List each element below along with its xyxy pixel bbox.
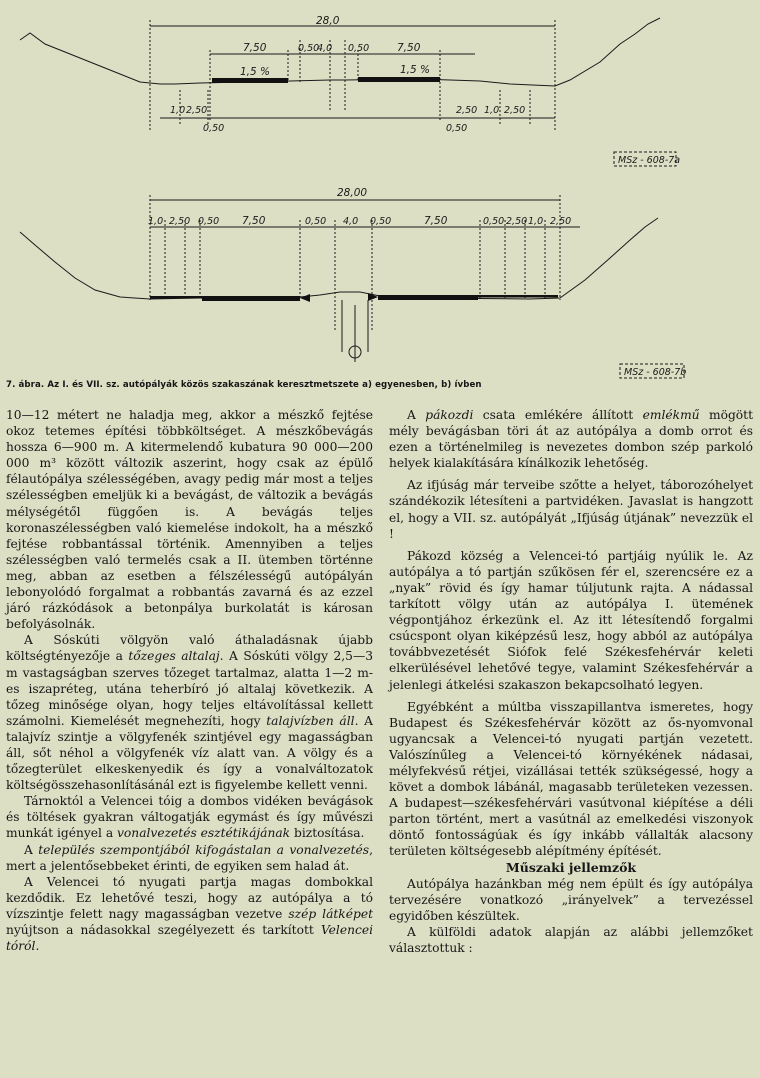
dim-a-lb-0: 1,0 [170,105,186,116]
figure-caption: 7. ábra. Az I. és VII. sz. autópályák közös szakaszának keresztmetszete a) egyenesben, b) ívben [6,380,482,390]
slope-right-a: 1,5 % [400,64,431,76]
paragraph: Pákozd község a Velencei-tó partjáig nyúlik le. Az autópálya a tó partján szűkösen fér el, szerencsére ez a „nyak” rövid és így hamar túljutunk rajta. A nádassal tarkított völgy után az autópálya I. ütemének végpontjához érkezünk el. Az itt létesítendő forgalmi csúcspont olyan kiképzésű lesz, hogy abból az autópálya továbbvezetését Siófok felé Székesfehérvár keleti elkerülésével lehetővé tegye, valamint Székesfehérvár a jelenlegi átkelési szakaszon bekapcsolható legyen. [389,548,753,692]
section-heading: Műszaki jellemzők [505,859,637,875]
paragraph: Tárnoktól a Velencei tóig a dombos vidéken bevágások és töltések gyakran váltogatják egymást és így művészi munkát igényel a vonalvezetés esztétikájának biztosítása. [6,794,373,841]
paragraph: A Sóskúti völgyön való áthaladásnak újabb költségtényezője a tőzeges altalaj. A Sóskúti völgy 2,5—3 m vastagságban szerves tőzeget tartalmaz, alatta 1—2 m-es iszapréteg, utána teherbíró jó altalaj következik. A tőzeg minősége olyan, hogy teljes eltávolítással kellett számolni. Kiemelését megnehezíti, hogy talajvízben áll. A talajvíz szintje a völgyfenék szintjével egy magasságban áll, sőt néhol a völgyfenék víz alatt van. A völgy és a tőzegterület elkeskenyedik és így a vonalváltozatok költségösszehasonlításánál ezt is figyelembe kellett venni. [6,633,373,793]
left-column [6,407,373,954]
dim-a-lb-2: 0,50 [203,123,225,134]
total-width-label-a: 28,0 [316,15,340,27]
terrain-line-b [20,218,658,299]
stamp-a: MSz - 608-7a [618,155,681,166]
paragraph: Egyébként a múltba visszapillantva ismeretes, hogy Budapest és Székesfehérvár között az ős-nyomvonal ugyancsak a Velencei-tó nyugati partján vezetett. Valószínűleg a Velencei-tó környékének nádasai, mélyfekvésű rétjei, vizállásai tették szükségessé, hogy a követ a dombok lábánál, magasabb területeken vezessen. A budapest—székesfehérvári vasútvonal kiépítése a déli parton történt, mert a vasútnál az emelkedési viszonyok döntő fontosságúak és így inkább vállalták alacsony területen költségesebb alépítmény építését. [389,699,753,859]
shoulder-right-b [478,295,558,298]
dim-b-4: 0,50 [305,216,327,227]
dim-a-3: 0,50 [348,43,370,54]
pavement-right-a [358,77,440,82]
pavement-left-a [212,78,288,83]
dim-b-10: 1,0 [528,216,544,227]
slope-left-a: 1,5 % [240,66,271,78]
paragraph: Az ifjúság már terveibe szőtte a helyet, táborozóhelyet szándékozik létesíteni a partvidéken. Javaslat is hangzott el, hogy a VII. sz. autópályát „Ifjúság útjának” nevezzük el ! [389,478,753,541]
dim-a-rb-2: 2,50 [504,105,526,116]
pavement-left-b [202,296,300,301]
dim-a-rb-0: 2,50 [456,105,478,116]
paragraph: A pákozdi csata emlékére állított emlékmű mögött mély bevágásban töri át az autópálya a domb orrot és ezen a történelmileg is nevezetes dombon szép parkoló helyek kialakítására kínálkozik lehetőség. [389,408,754,471]
right-column [389,407,753,956]
dim-b-7: 7,50 [424,215,448,227]
shoulder-left-b [150,296,202,299]
paragraph: A Velencei tó nyugati partja magas dombokkal kezdődik. Ez lehetővé teszi, hogy az autópálya a tó vízszintje felett nagy magasságban vezetve szép látképet nyújtson a nádasokkal szegélyezett és tarkított Velencei tóról. [6,874,373,954]
dim-b-0: 1,0 [148,216,164,227]
stamp-b: MSz - 608-7b [624,367,687,378]
total-width-label-b: 28,00 [337,187,368,199]
dim-a-1: 0,50 [298,43,320,54]
arrow-left-b [300,294,310,302]
dim-a-lb-1: 2,50 [186,105,208,116]
dim-b-1: 2,50 [169,216,191,227]
dim-a-2: 4,0 [317,43,333,54]
paragraph: Autópálya hazánkban még nem épült és így autópálya tervezésére vonatkozó „irányelvek” a tervezéssel egyidőben készültek. [389,876,753,923]
dim-b-3: 7,50 [242,215,266,227]
dim-b-9: 2,50 [506,216,528,227]
paragraph: 10—12 métert ne haladja meg, akkor a mészkő fejtése okoz tetemes építési többköltséget. A mészkőbevágás hossza 6—900 m. A kitermelendő kubatura 90 000—200 000 m³ között változik aszerint, hogy csak az épülő félautópálya szélességében, avagy pedig már most a teljes szélességben emeljük ki a bevágást, de változik a bevágás mélységétől függően is. A bevágás teljes koronaszélességben való kiemelése indokolt, ha a mészkő fejtése robbantással történik. Amennyiben a teljes szélességben való termelés csak a II. ütemben történne meg, abban az esetben a félszélességű autópályán lebonyolódó forgalmat a robbantás zavarná és az ezzel járó rázkódások a betonpálya burkolatát is károsan befolyásolnák. [6,408,373,632]
terrain-line-a [20,18,660,86]
paragraph: A külföldi adatok alapján az alábbi jellemzőket választottuk : [389,924,753,955]
paragraph: A település szempontjából kifogástalan a vonalvezetés, mert a jelentősebbeket érinti, de egyiken sem halad át. [6,842,373,873]
dim-b-6: 0,50 [370,216,392,227]
pavement-right-b [378,295,478,300]
dim-b-8: 0,50 [483,216,505,227]
cross-section-figure [0,0,760,400]
dim-b-2: 0,50 [198,216,220,227]
dim-a-4: 7,50 [397,42,421,54]
dim-a-rb-3: 0,50 [446,123,468,134]
dim-b-11: 2,50 [550,216,572,227]
dim-b-5: 4,0 [343,216,359,227]
dim-a-0: 7,50 [243,42,267,54]
cross-section-a [20,18,660,130]
dim-a-rb-1: 1,0 [484,105,500,116]
